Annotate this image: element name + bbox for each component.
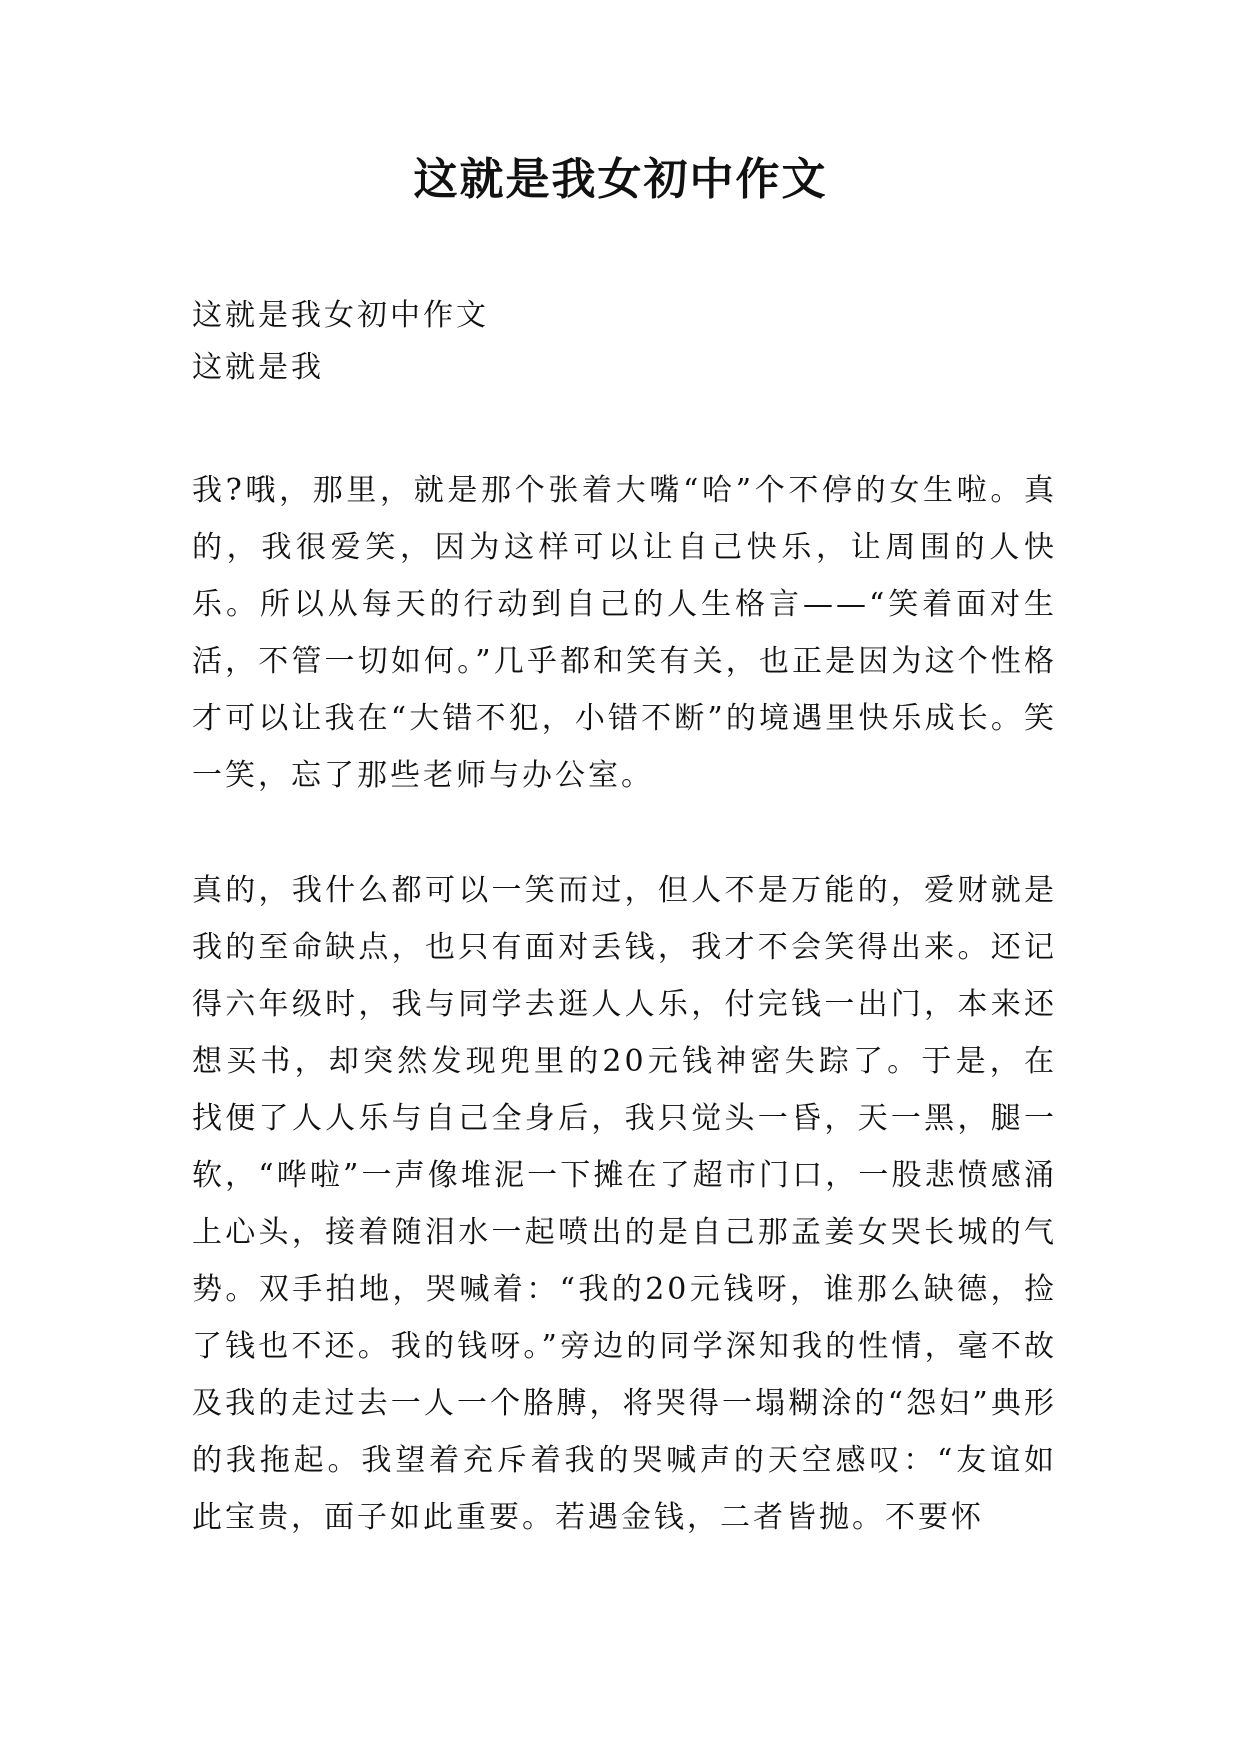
- paragraph: 真的，我什么都可以一笑而过，但人不是万能的，爱财就是我的至命缺点，也只有面对丢钱，我才不会笑得出来。还记得六年级时，我与同学去逛人人乐，付完钱一出门，本来还想买书，却突然发现兜里的20元钱神密失踪了。于是，在找便了人人乐与自己全身后，我只觉头一昏，天一黑，腿一软，“哗啦”一声像堆泥一下摊在了超市门口，一股悲愤感涌上心头，接着随泪水一起喷出的是自己那孟姜女哭长城的气势。双手拍地，哭喊着：“我的20元钱呀，谁那么缺德，捡了钱也不还。我的钱呀。”旁边的同学深知我的性情，毫不故及我的走过去一人一个胳膊，将哭得一塌糊涂的“怨妇”典形的我拖起。我望着充斥着我的哭喊声的天空感叹：“友谊如此宝贵，面子如此重要。若遇金钱，二者皆抛。不要怀: [192, 873, 1057, 1535]
- paragraph: 我?哦，那里，就是那个张着大嘴“哈”个不停的女生啦。真的，我很爱笑，因为这样可以让自己快乐，让周围的人快乐。所以从每天的行动到自己的人生格言——“笑着面对生活，不管一切如何。”几乎都和笑有关，也正是因为这个性格才可以让我在“大错不犯，小错不断”的境遇里快乐成长。笑一笑，忘了那些老师与办公室。: [192, 473, 1057, 793]
- subtitle-block: [192, 290, 1057, 394]
- subtitle-line: 这就是我女初中作文: [192, 298, 489, 333]
- subtitle-line: 这就是我: [192, 350, 324, 385]
- document-title: 这就是我女初中作文: [413, 154, 828, 205]
